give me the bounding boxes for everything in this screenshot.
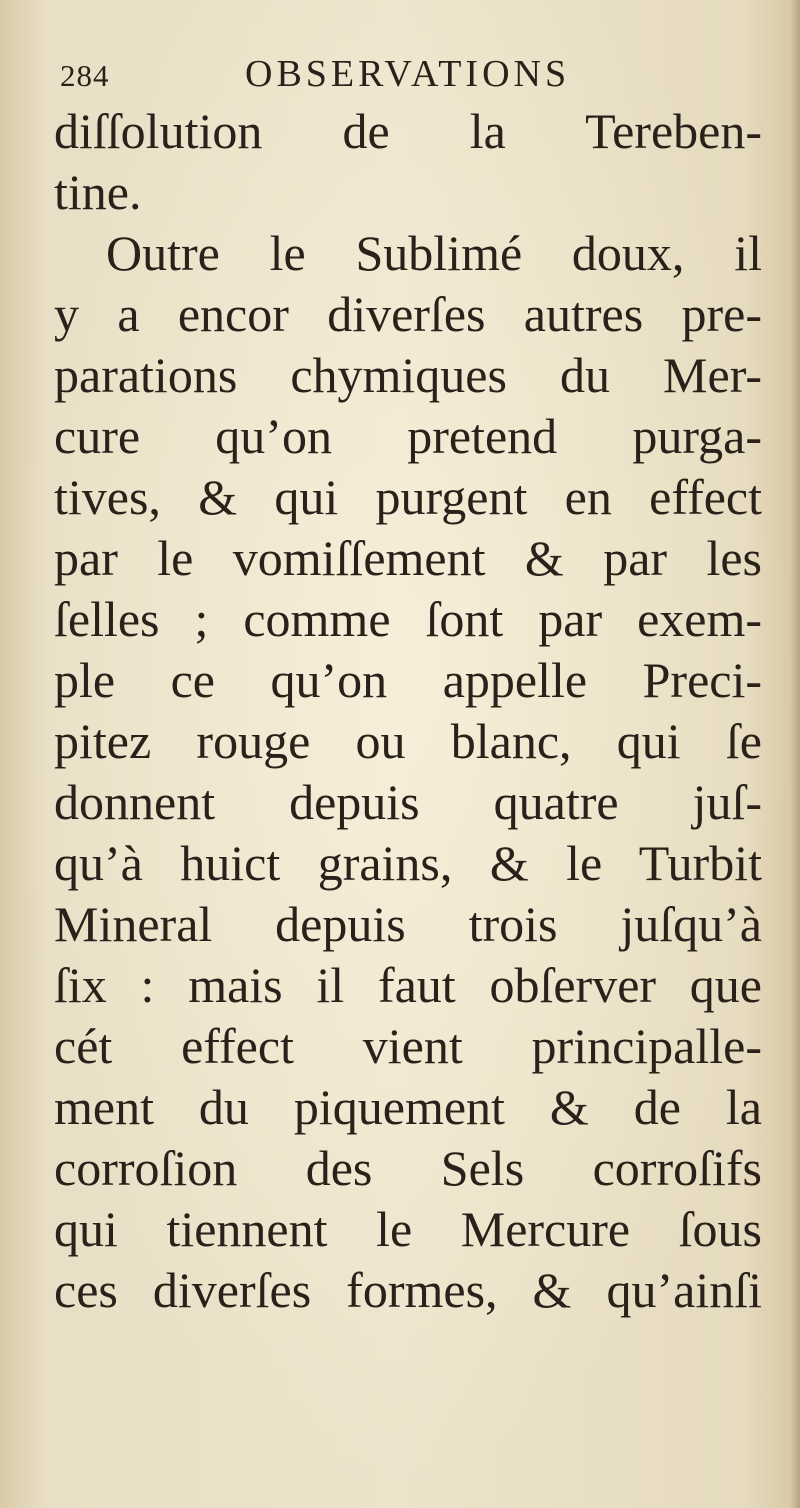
text-line: cét effect vient principalle- bbox=[54, 1018, 762, 1074]
page-edge-shadow bbox=[790, 0, 800, 1508]
text-line: pitez rouge ou blanc, qui ſe bbox=[54, 713, 762, 769]
text-line: par le vomiſſement & par les bbox=[54, 530, 762, 586]
text-line: qui tiennent le Mercure ſous bbox=[54, 1201, 762, 1257]
page-header bbox=[60, 52, 760, 102]
text-line: Mineral depuis trois juſqu’à bbox=[54, 896, 762, 952]
text-line: qu’à huict grains, & le Turbit bbox=[54, 835, 762, 891]
text-line: y a encor diverſes autres pre- bbox=[54, 286, 762, 342]
text-line: corroſion des Sels corroſifs bbox=[54, 1140, 762, 1196]
text-line: ple ce qu’on appelle Preci- bbox=[54, 652, 762, 708]
text-line: diſſolution de la Tereben- bbox=[54, 103, 762, 159]
paragraph-start-line: Outre le Sublimé doux, il bbox=[106, 225, 762, 281]
text-line: donnent depuis quatre juſ- bbox=[54, 774, 762, 830]
text-line: ces diverſes formes, & qu’ainſi bbox=[54, 1262, 762, 1318]
page-number: 284 bbox=[60, 58, 110, 93]
text-line: tives, & qui purgent en effect bbox=[54, 469, 762, 525]
text-line: ſix : mais il faut obſerver que bbox=[54, 957, 762, 1013]
body-text bbox=[54, 101, 762, 1321]
text-line: tine. bbox=[54, 164, 142, 220]
text-line: parations chymiques du Mer- bbox=[54, 347, 762, 403]
running-head: OBSERVATIONS bbox=[245, 53, 571, 95]
text-line: ment du piquement & de la bbox=[54, 1079, 762, 1135]
text-line: ſelles ; comme ſont par exem- bbox=[54, 591, 762, 647]
text-line: cure qu’on pretend purga- bbox=[54, 408, 762, 464]
